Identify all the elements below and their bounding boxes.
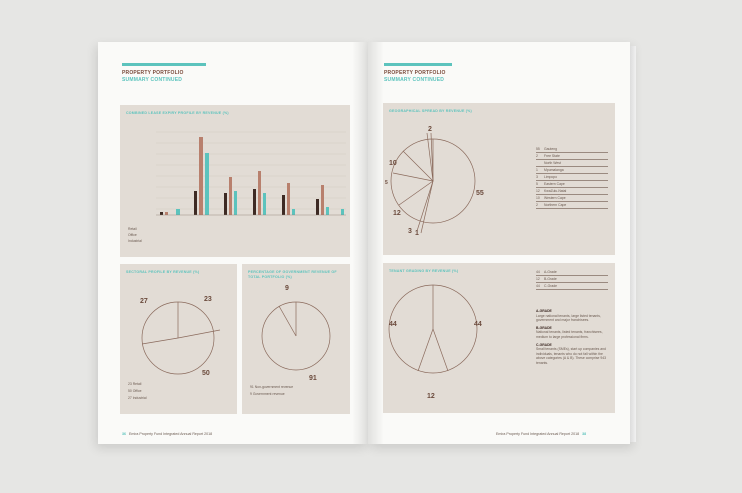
lease-expiry-title: COMBINED LEASE EXPIRY PROFILE BY REVENUE (%) (126, 111, 229, 115)
geo-label-5: 5 (385, 180, 388, 186)
sectoral-label-23: 23 (204, 296, 212, 303)
right-page-title: PROPERTY PORTFOLIO (384, 70, 446, 76)
sectoral-legend-2: 50 Office (128, 389, 142, 393)
government-label-9: 9 (285, 285, 289, 292)
geo-label-12: 12 (393, 210, 401, 217)
book-gutter (352, 42, 384, 444)
lease-expiry-chart (120, 105, 350, 257)
legend-industrial: Industrial (128, 239, 142, 243)
government-legend-1: 91 Non-government revenue (250, 385, 294, 389)
geo-label-55: 55 (476, 190, 484, 197)
right-header-accent (384, 63, 452, 66)
government-title-line2: TOTAL PORTFOLIO (%) (248, 275, 292, 279)
note-c-text: Small tenants (SMEs), start up companies and individuals, tenants who do not fall within the above categories (A & B). These comprise 943 tenants. (536, 347, 607, 365)
note-b-heading: B-GRADE (536, 325, 552, 330)
tenant-label-12: 12 (427, 393, 435, 400)
geo-title: GEOGRAPHICAL SPREAD BY REVENUE (%) (389, 109, 472, 113)
tenant-label-44-right: 44 (474, 321, 482, 328)
page-edge (630, 46, 636, 442)
sectoral-label-50: 50 (202, 370, 210, 377)
note-a-text: Large national tenants, large listed tenants, government and major franchisees. (536, 313, 601, 323)
left-footer: 36 Emira Property Fund Integrated Annual Report 2018 (122, 432, 213, 436)
sectoral-label-27: 27 (140, 298, 148, 305)
note-c-heading: C-GRADE (536, 342, 552, 347)
tenant-label-44-left: 44 (389, 321, 397, 328)
tenant-notes (536, 309, 608, 366)
left-header-accent (122, 63, 206, 66)
right-page-subtitle: SUMMARY CONTINUED (384, 77, 445, 83)
left-page-subtitle: SUMMARY CONTINUED (122, 77, 183, 83)
geo-label-2: 2 (428, 126, 432, 133)
geo-label-3: 3 (408, 228, 412, 235)
sectoral-legend-3: 27 Industrial (128, 396, 147, 400)
legend-retail: Retail (128, 227, 137, 231)
left-page-title: PROPERTY PORTFOLIO (122, 70, 184, 76)
right-footer: Emira Property Fund Integrated Annual Report 2018 38 (496, 432, 587, 436)
sectoral-legend-1: 23 Retail (128, 382, 142, 386)
tenant-title: TENANT GRADING BY REVENUE (%) (389, 269, 459, 273)
sectoral-title: SECTORAL PROFILE BY REVENUE (%) (126, 270, 200, 274)
government-label-91: 91 (309, 375, 317, 382)
geo-label-10: 10 (389, 160, 397, 167)
tenant-legend: 44 A-Grade 12 B-Grade 44 C-Grade (536, 269, 608, 290)
government-title-line1: PERCENTAGE OF GOVERNMENT REVENUE OF (248, 270, 337, 274)
geo-legend: 55 Gauteng 2 Free State North West 1 Mpumalanga 3 Limpopo 5 Eastern Cape 12 KwaZulu-Natal 10 Western Cape 2 Northern Cape (536, 146, 608, 209)
government-legend-2: 9 Government revenue (250, 392, 285, 396)
legend-office: Office (128, 233, 137, 237)
geo-label-1: 1 (415, 230, 419, 237)
note-a-heading: A-GRADE (536, 309, 552, 313)
note-b-text: National tenants, listed tenants, franchisees, medium to large professional firms. (536, 330, 603, 339)
